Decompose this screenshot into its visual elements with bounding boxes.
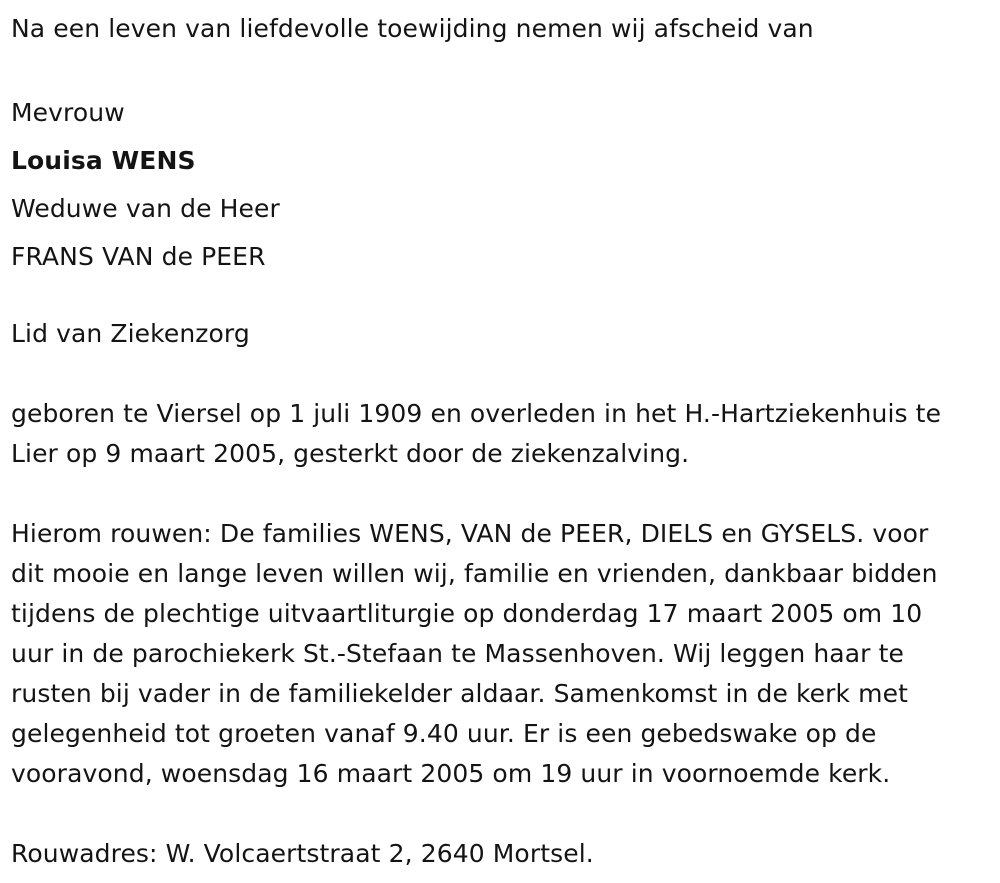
husband-name: FRANS VAN de PEER: [11, 242, 266, 271]
mourning-line: dit mooie en lange leven willen wij, familie en vrienden, dankbaar bidden: [11, 559, 938, 588]
intro-text: Na een leven van liefdevolle toewijding nemen wij afscheid van: [11, 14, 814, 43]
spacer: [11, 794, 1000, 834]
mourning-address: Rouwadres: W. Volcaertstraat 2, 2640 Mortsel.: [11, 839, 594, 868]
mourning-line: rusten bij vader in de familiekelder aldaar. Samenkomst in de kerk met: [11, 679, 909, 708]
birth-death-paragraph: [11, 394, 1000, 474]
mourning-line: vooravond, woensdag 16 maart 2005 om 19 uur in voornoemde kerk.: [11, 759, 891, 788]
birth-death-line: geboren te Viersel op 1 juli 1909 en overleden in het H.-Hartziekenhuis te: [11, 399, 942, 428]
membership-text: Lid van Ziekenzorg: [11, 319, 250, 348]
mourning-line: Hierom rouwen: De families WENS, VAN de PEER, DIELS en GYSELS. voor: [11, 519, 929, 548]
widow-of-text: Weduwe van de Heer: [11, 194, 280, 223]
spacer: [11, 474, 1000, 514]
spacer: [11, 354, 1000, 394]
spacer: [11, 49, 1000, 89]
salutation: Mevrouw: [11, 98, 125, 127]
spacer: [11, 281, 1000, 314]
mourning-line: tijdens de plechtige uitvaartliturgie op donderdag 17 maart 2005 om 10: [11, 599, 923, 628]
birth-death-line: Lier op 9 maart 2005, gesterkt door de ziekenzalving.: [11, 439, 690, 468]
mourning-paragraph: [11, 514, 1000, 794]
mourning-line: uur in de parochiekerk St.-Stefaan te Massenhoven. Wij leggen haar te: [11, 639, 904, 668]
mourning-line: gelegenheid tot groeten vanaf 9.40 uur. Er is een gebedswake op de: [11, 719, 877, 748]
deceased-name: Louisa WENS: [11, 146, 196, 175]
